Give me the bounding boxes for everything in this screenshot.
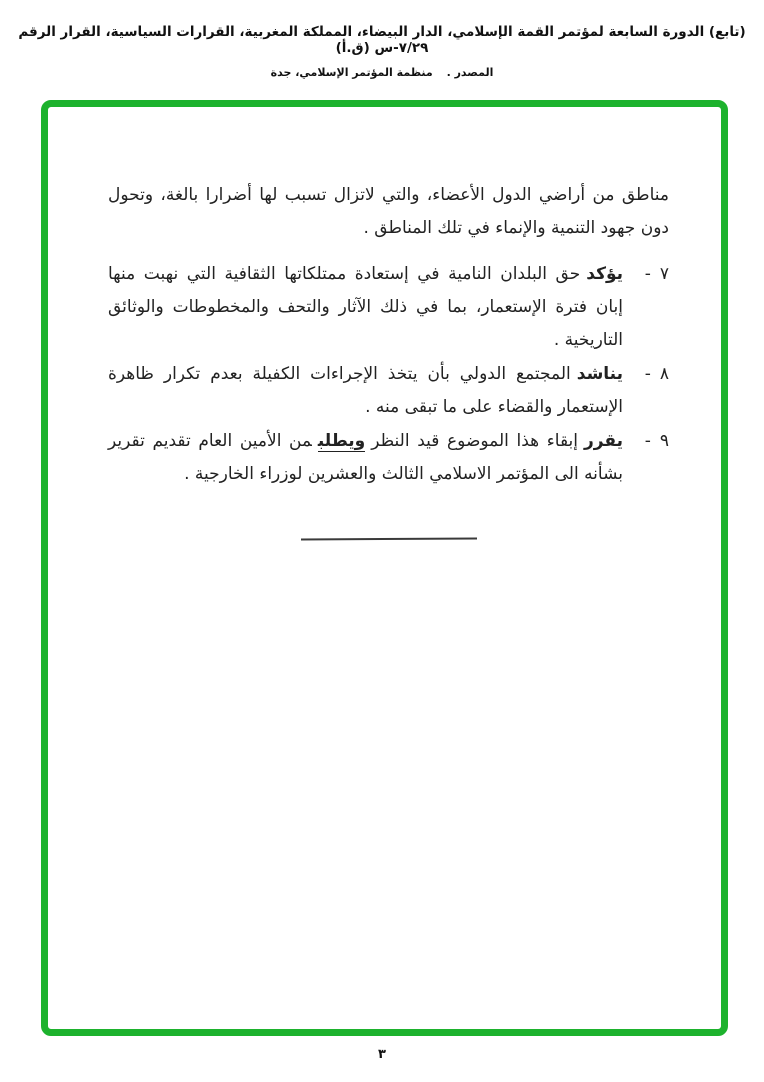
source-value: منظمة المؤتمر الإسلامي، جدة: [270, 66, 433, 79]
item-body-text: حق البلدان النامية في إستعادة ممتلكاتها الثقافية التي نهبت منها إبان فترة الإستعمار، بما في ذلك الآثار والتحف والمخطوطات والوثائق التاريخية .: [108, 264, 623, 350]
section-separator-rule: [300, 538, 476, 541]
intro-paragraph: مناطق من أراضي الدول الأعضاء، والتي لاتزال تسبب لها أضرارا بالغة، وتحول دون جهود التنمية والإنماء في تلك المناطق .: [108, 185, 669, 238]
item-body-text: المجتمع الدولي بأن يتخذ الإجراءات الكفيلة بعدم تكرار ظاهرة الإستعمار والقضاء على ما تبقى منه .: [108, 364, 623, 417]
item-number: ٨: [659, 364, 669, 384]
list-item-number: [635, 258, 669, 357]
item-lead-word: يقرر: [584, 431, 623, 451]
list-item: [108, 358, 669, 424]
item-body-text: إبقاء هذا الموضوع قيد النظر: [371, 431, 578, 451]
list-item: [108, 425, 669, 491]
item-dash: -: [644, 264, 651, 284]
header-title: (تابع) الدورة السابعة لمؤتمر القمة الإسلامي، الدار البيضاء، المملكة المغربية، القرارات السياسية، القرار الرقم ٧/٢٩-س (ق.أ): [18, 24, 746, 56]
item-underlined-word: ويطلب: [317, 431, 366, 451]
item-number: ٩: [659, 431, 669, 451]
item-lead-word: يؤكد: [586, 264, 623, 284]
list-item-text: [108, 425, 623, 491]
item-dash: -: [644, 431, 651, 451]
page-number: ٣: [378, 1047, 386, 1062]
list-item: [108, 258, 669, 357]
source-label: المصدر .: [446, 66, 494, 79]
list-item-number: [635, 425, 669, 491]
list-item-text: [108, 258, 623, 357]
item-dash: -: [644, 364, 651, 384]
list-item-number: [635, 358, 669, 424]
item-lead-word: يناشد: [576, 364, 623, 384]
header-source-line: [0, 66, 764, 79]
list-item-text: [108, 358, 623, 424]
page-frame: [41, 100, 728, 1036]
page-header: [0, 24, 764, 79]
document-body: [108, 179, 669, 540]
item-body-text: من الأمين العام تقديم تقرير بشأنه الى المؤتمر الاسلامي الثالث والعشرين لوزراء الخارجية .: [108, 431, 623, 484]
item-number: ٧: [659, 264, 669, 284]
